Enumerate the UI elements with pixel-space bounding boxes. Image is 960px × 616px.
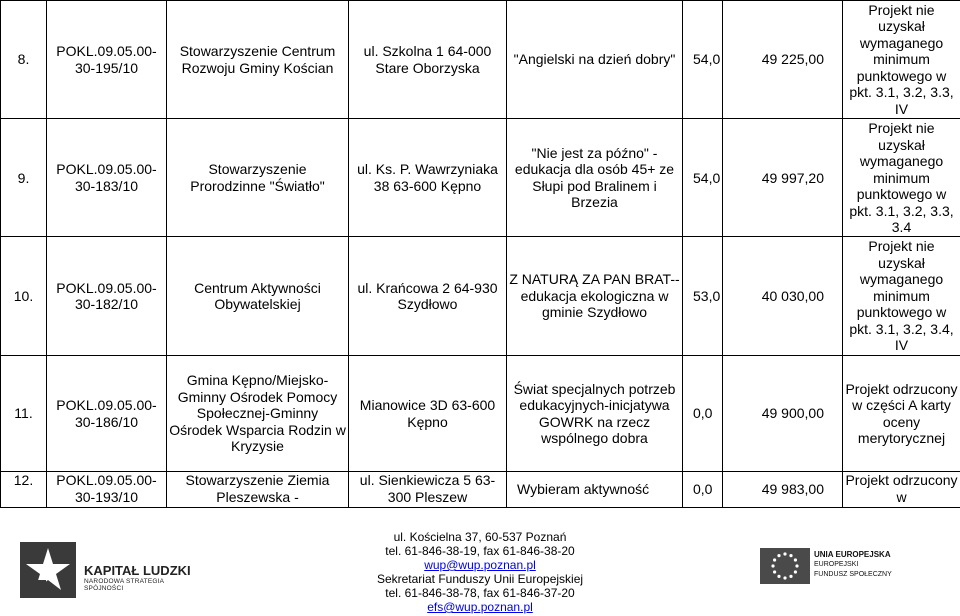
project-title: Z NATURĄ ZA PAN BRAT--edukacja ekologiczna w gminie Szydłowo xyxy=(507,237,683,355)
email-link-wup[interactable]: wup@wup.poznan.pl xyxy=(424,558,536,572)
right-logo-line1: EUROPEJSKI xyxy=(814,561,859,568)
points: 54,0 xyxy=(683,119,723,237)
amount: 49 997,20 xyxy=(723,119,843,237)
status: Projekt nie uzyskał wymaganego minimum punktowego w pkt. 3.1, 3.2, 3.3, 3.4 xyxy=(843,119,960,237)
organization: Stowarzyszenie Prorodzinne "Światło" xyxy=(167,119,349,237)
points: 53,0 xyxy=(683,237,723,355)
points: 54,0 xyxy=(683,1,723,119)
table-row xyxy=(1,355,960,472)
address: ul. Szkolna 1 64-000 Stare Oborzyska xyxy=(349,1,507,119)
project-id: POKL.09.05.00-30-193/10 xyxy=(47,472,167,508)
status: Projekt nie uzyskał wymaganego minimum punktowego w pkt. 3.1, 3.2, 3.3, IV xyxy=(843,1,960,119)
right-logo-title: UNIA EUROPEJSKA xyxy=(814,550,891,559)
table-row xyxy=(1,1,960,119)
right-logo-line2: FUNDUSZ SPOŁECZNY xyxy=(814,571,892,578)
row-number: 12. xyxy=(1,472,47,508)
amount: 49 900,00 xyxy=(723,355,843,472)
project-id: POKL.09.05.00-30-186/10 xyxy=(47,355,167,472)
address: Mianowice 3D 63-600 Kępno xyxy=(349,355,507,472)
points: 0,0 xyxy=(683,355,723,472)
flag-star-icon xyxy=(18,540,78,600)
organization: Gmina Kępno/Miejsko-Gminny Ośrodek Pomocy Społecznej-Gminny Ośrodek Wsparcia Rodzin w Kryzysie xyxy=(167,355,349,472)
address: ul. Krańcowa 2 64-930 Szydłowo xyxy=(349,237,507,355)
left-logo-subtitle: NARODOWA STRATEGIA SPÓJNOŚCI xyxy=(84,578,164,592)
project-id: POKL.09.05.00-30-182/10 xyxy=(47,237,167,355)
kapital-ludzki-logo xyxy=(18,530,198,610)
project-title: "Angielski na dzień dobry" xyxy=(507,1,683,119)
project-id: POKL.09.05.00-30-183/10 xyxy=(47,119,167,237)
contact-phone-2: tel. 61-846-38-78, fax 61-846-37-20 xyxy=(385,586,575,600)
address: ul. Sienkiewicza 5 63-300 Pleszew xyxy=(349,472,507,508)
table-row xyxy=(1,472,960,508)
status: Projekt nie uzyskał wymaganego minimum punktowego w pkt. 3.1, 3.2, 3.4, IV xyxy=(843,237,960,355)
contact-phone: tel. 61-846-38-19, fax 61-846-38-20 xyxy=(385,544,575,558)
eu-logo xyxy=(758,530,948,610)
project-title: "Nie jest za późno" - edukacja dla osób 45+ ze Słupi pod Bralinem i Brzezia xyxy=(507,119,683,237)
amount: 49 225,00 xyxy=(723,1,843,119)
contact-address: ul. Kościelna 37, 60-537 Poznań xyxy=(393,530,567,544)
table-row xyxy=(1,237,960,355)
address: ul. Ks. P. Wawrzyniaka 38 63-600 Kępno xyxy=(349,119,507,237)
status: Projekt odrzucony w części A karty oceny merytorycznej xyxy=(843,355,960,472)
row-number: 11. xyxy=(1,355,47,472)
amount: 40 030,00 xyxy=(723,237,843,355)
amount: 49 983,00 xyxy=(723,472,843,508)
status: Projekt odrzucony w xyxy=(843,472,960,508)
organization: Stowarzyszenie Centrum Rozwoju Gminy Kościan xyxy=(167,1,349,119)
row-number: 9. xyxy=(1,119,47,237)
row-number: 10. xyxy=(1,237,47,355)
page-footer xyxy=(0,508,960,616)
row-number: 8. xyxy=(1,1,47,119)
contact-department: Sekretariat Funduszy Unii Europejskiej xyxy=(376,572,584,586)
project-title: Świat specjalnych potrzeb edukacyjnych-inicjatywa GOWRK na rzecz wspólnego dobra xyxy=(507,355,683,472)
email-link-efs[interactable]: efs@wup.poznan.pl xyxy=(427,600,533,614)
eu-flag-icon xyxy=(760,548,810,584)
project-id: POKL.09.05.00-30-195/10 xyxy=(47,1,167,119)
organization: Centrum Aktywności Obywatelskiej xyxy=(167,237,349,355)
left-logo-title: KAPITAŁ LUDZKI xyxy=(84,563,191,578)
organization: Stowarzyszenie Ziemia Pleszewska - xyxy=(167,472,349,508)
table-row xyxy=(1,119,960,237)
points: 0,0 xyxy=(683,472,723,508)
project-title: Wybieram aktywność xyxy=(507,472,683,508)
contact-info xyxy=(340,530,620,614)
